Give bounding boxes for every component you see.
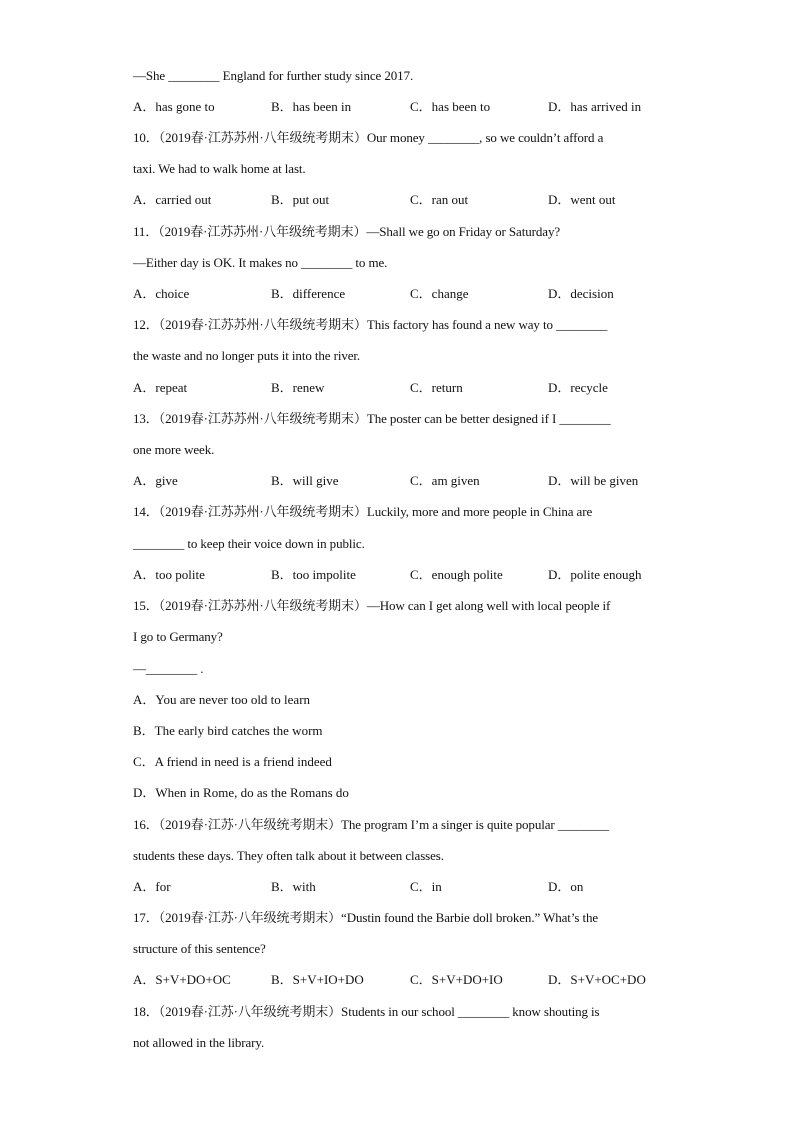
question-11-option-c: C．change	[410, 286, 469, 301]
question-13-stem-line2: one more week.	[133, 442, 215, 457]
question-17-option-c: C．S+V+DO+IO	[410, 972, 503, 987]
question-17-option-b: B．S+V+IO+DO	[271, 972, 364, 987]
question-13-option-a: A．give	[133, 473, 178, 488]
question-16-option-b: B．with	[271, 879, 316, 894]
question-12-option-d: D．recycle	[548, 380, 608, 395]
question-11-option-d: D．decision	[548, 286, 614, 301]
question-13-stem-line1: 13．（2019春·江苏苏州·八年级统考期末）The poster can be better designed if I ________	[133, 411, 611, 426]
question-9-option-a: A．has gone to	[133, 99, 215, 114]
question-16-option-c: C．in	[410, 879, 442, 894]
question-10-stem-line1: 10．（2019春·江苏苏州·八年级统考期末）Our money ________, so we couldn’t afford a	[133, 130, 604, 145]
question-12-option-a: A．repeat	[133, 380, 188, 395]
question-18-stem-line2: not allowed in the library.	[133, 1035, 265, 1050]
question-18-stem-line1: 18．（2019春·江苏·八年级统考期末）Students in our school ________ know shouting is	[133, 1004, 600, 1019]
question-9-option-d: D．has arrived in	[548, 99, 642, 114]
question-15-option-b: B．The early bird catches the worm	[133, 723, 323, 738]
question-9-option-b: B．has been in	[271, 99, 352, 114]
question-13-option-c: C．am given	[410, 473, 480, 488]
question-15-option-c: C．A friend in need is a friend indeed	[133, 754, 332, 769]
question-10-option-d: D．went out	[548, 192, 616, 207]
question-14-option-b: B．too impolite	[271, 567, 356, 582]
question-13-option-d: D．will be given	[548, 473, 639, 488]
question-15-option-d: D．When in Rome, do as the Romans do	[133, 785, 349, 800]
question-12-stem-line1: 12．（2019春·江苏苏州·八年级统考期末）This factory has found a new way to ________	[133, 317, 608, 332]
question-10-option-a: A．carried out	[133, 192, 212, 207]
question-14-stem-line1: 14．（2019春·江苏苏州·八年级统考期末）Luckily, more and more people in China are	[133, 504, 593, 519]
question-10-option-c: C．ran out	[410, 192, 469, 207]
question-17-option-a: A．S+V+DO+OC	[133, 972, 231, 987]
question-17-option-d: D．S+V+OC+DO	[548, 972, 646, 987]
question-16-stem-line2: students these days. They often talk about it between classes.	[133, 848, 444, 863]
question-11-option-a: A．choice	[133, 286, 190, 301]
question-9-option-c: C．has been to	[410, 99, 491, 114]
question-16-stem-line1: 16．（2019春·江苏·八年级统考期末）The program I’m a singer is quite popular ________	[133, 817, 609, 832]
question-12-option-b: B．renew	[271, 380, 325, 395]
question-11-option-b: B．difference	[271, 286, 346, 301]
question-17-stem-line1: 17．（2019春·江苏·八年级统考期末）“Dustin found the Barbie doll broken.” What’s the	[133, 910, 599, 925]
question-15-stem-line3: —________ .	[133, 661, 204, 676]
question-14-stem-line2: ________ to keep their voice down in public.	[133, 536, 365, 551]
question-14-option-d: D．polite enough	[548, 567, 642, 582]
question-16-option-d: D．on	[548, 879, 584, 894]
question-16-option-a: A．for	[133, 879, 171, 894]
question-15-option-a: A．You are never too old to learn	[133, 692, 311, 707]
question-13-option-b: B．will give	[271, 473, 339, 488]
question-12-stem-line2: the waste and no longer puts it into the river.	[133, 348, 361, 363]
question-12-option-c: C．return	[410, 380, 463, 395]
question-10-stem-line2: taxi. We had to walk home at last.	[133, 161, 306, 176]
question-15-stem-line2: I go to Germany?	[133, 629, 223, 644]
question-17-stem-line2: structure of this sentence?	[133, 941, 266, 956]
question-11-stem-line2: —Either day is OK. It makes no ________ to me.	[133, 255, 388, 270]
question-11-stem-line1: 11．（2019春·江苏苏州·八年级统考期末）—Shall we go on Friday or Saturday?	[133, 224, 561, 239]
question-9-stem: —She ________ England for further study since 2017.	[133, 68, 414, 83]
question-10-option-b: B．put out	[271, 192, 330, 207]
question-14-option-c: C．enough polite	[410, 567, 503, 582]
question-15-stem-line1: 15．（2019春·江苏苏州·八年级统考期末）—How can I get along well with local people if	[133, 598, 611, 613]
question-14-option-a: A．too polite	[133, 567, 205, 582]
